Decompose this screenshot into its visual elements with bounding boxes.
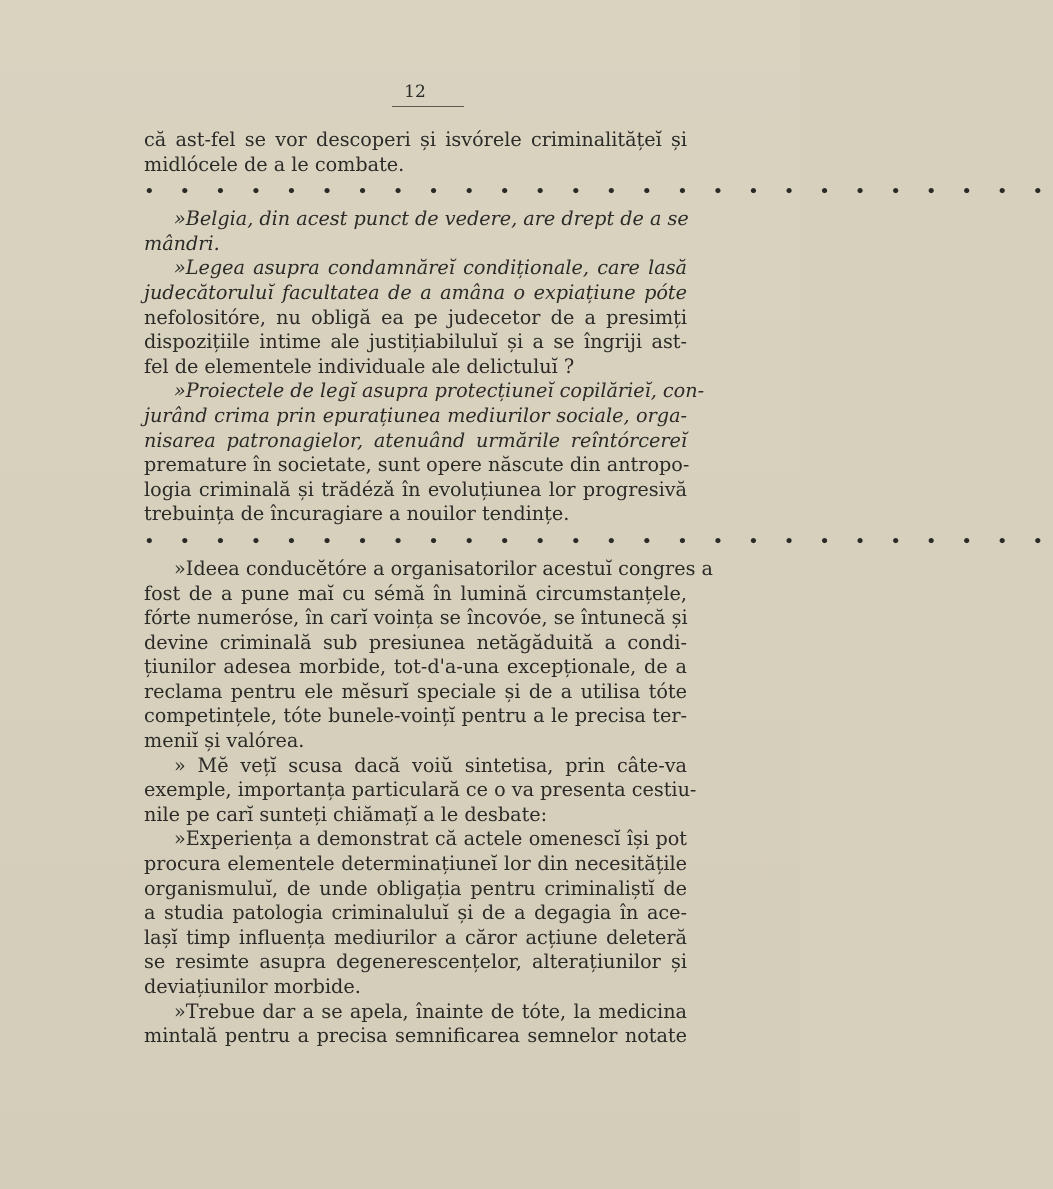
text-line: competințele, tóte bunele-voințĭ pentru a le precisa ter- [144, 704, 687, 728]
text-line: a studia patologia criminaluluĭ și de a degagia în ace- [144, 901, 687, 925]
text-line: mintală pentru a precisa semnificarea semnelor notate [144, 1024, 687, 1048]
text-line: logia criminală și trădézǎ în evoluțiunea lor progresivă [144, 477, 687, 501]
text-line: reclama pentru ele mĕsurĭ speciale și de a utilisa tóte [144, 679, 687, 703]
body-text [144, 128, 1053, 1049]
text-line: » Mĕ vețĭ scusa dacă voiŭ sintetisa, prin câte-va [174, 753, 687, 777]
text-line: țiunilor adesea morbide, tot-d'a-una excepționale, de a [144, 655, 687, 679]
page-number: 12 [404, 82, 426, 102]
text-line: »Belgia, din acest punct de vedere, are drept de a se [174, 207, 689, 231]
text-line: mândri. [144, 231, 220, 255]
text-line: se resimte asupra degenerescențelor, alterațiunilor și [144, 950, 687, 974]
header-rule [392, 106, 464, 107]
text-line: midlócele de a le combate. [144, 152, 405, 176]
text-line: exemple, importanța particulară ce o va presenta cestiu- [144, 778, 697, 802]
text-line: dispozițiile intime ale justițiabiluluĭ și a se îngriji ast- [144, 330, 687, 354]
text-line: devine criminală sub presiunea netăgăduită a condi- [144, 630, 687, 654]
ellipsis-separator: • • • • • • • • • • • • • • • • • • • • • • • • • • [144, 181, 1053, 203]
text-line: »Ideea conducĕtóre a organisatorilor acestuĭ congres a [174, 556, 713, 580]
text-line: trebuința de încuragiare a nouilor tendințe. [144, 502, 570, 526]
text-line: premature în societate, sunt opere născute din antropo- [144, 453, 690, 477]
text-line: »Legea asupra condamnăreĭ condiționale, care lasă [174, 256, 687, 280]
text-line: »Trebue dar a se apela, înainte de tóte, la medicina [174, 999, 687, 1023]
text-line: lașĭ timp influența mediurilor a căror acțiune deleteră [144, 925, 687, 949]
text-line: fost de a pune maĭ cu sémă în lumină circumstanțele, [144, 581, 687, 605]
text-line: »Experiența a demonstrat că actele omenescĭ își pot [174, 827, 687, 851]
text-line: deviațiunilor morbide. [144, 975, 361, 998]
text-line: meniĭ și valórea. [144, 729, 305, 753]
text-line: nefolositóre, nu obligă ea pe judecetor de a presimți [144, 305, 687, 329]
text-line: nile pe carĭ sunteți chiămațĭ a le desbate: [144, 802, 548, 826]
text-line: judecătoruluĭ facultatea de a amâna o expiațiune póte [144, 280, 687, 304]
text-line: organismuluĭ, de unde obligația pentru criminaliștĭ de [144, 876, 687, 900]
text-line: »Proiectele de legĭ asupra protecțiuneĭ copilărieĭ, con- [174, 379, 705, 403]
text-line: fel de elementele individuale ale delictuluĭ ? [144, 354, 575, 378]
ellipsis-separator: • • • • • • • • • • • • • • • • • • • • • • • • • • [144, 530, 1053, 552]
text-line: procura elementele determinațiuneĭ lor din necesitățile [144, 852, 687, 876]
text-line: că ast-fel se vor descoperi și isvórele criminalitățeĭ și [144, 128, 687, 151]
text-line: jurând crima prin epurațiunea mediurilor sociale, orga- [144, 403, 687, 427]
text-line: nisarea patronagielor, atenuând urmările reîntórcereĭ [144, 428, 687, 452]
text-line: fórte numeróse, în carĭ voința se încovóe, se întunecă și [144, 606, 688, 630]
